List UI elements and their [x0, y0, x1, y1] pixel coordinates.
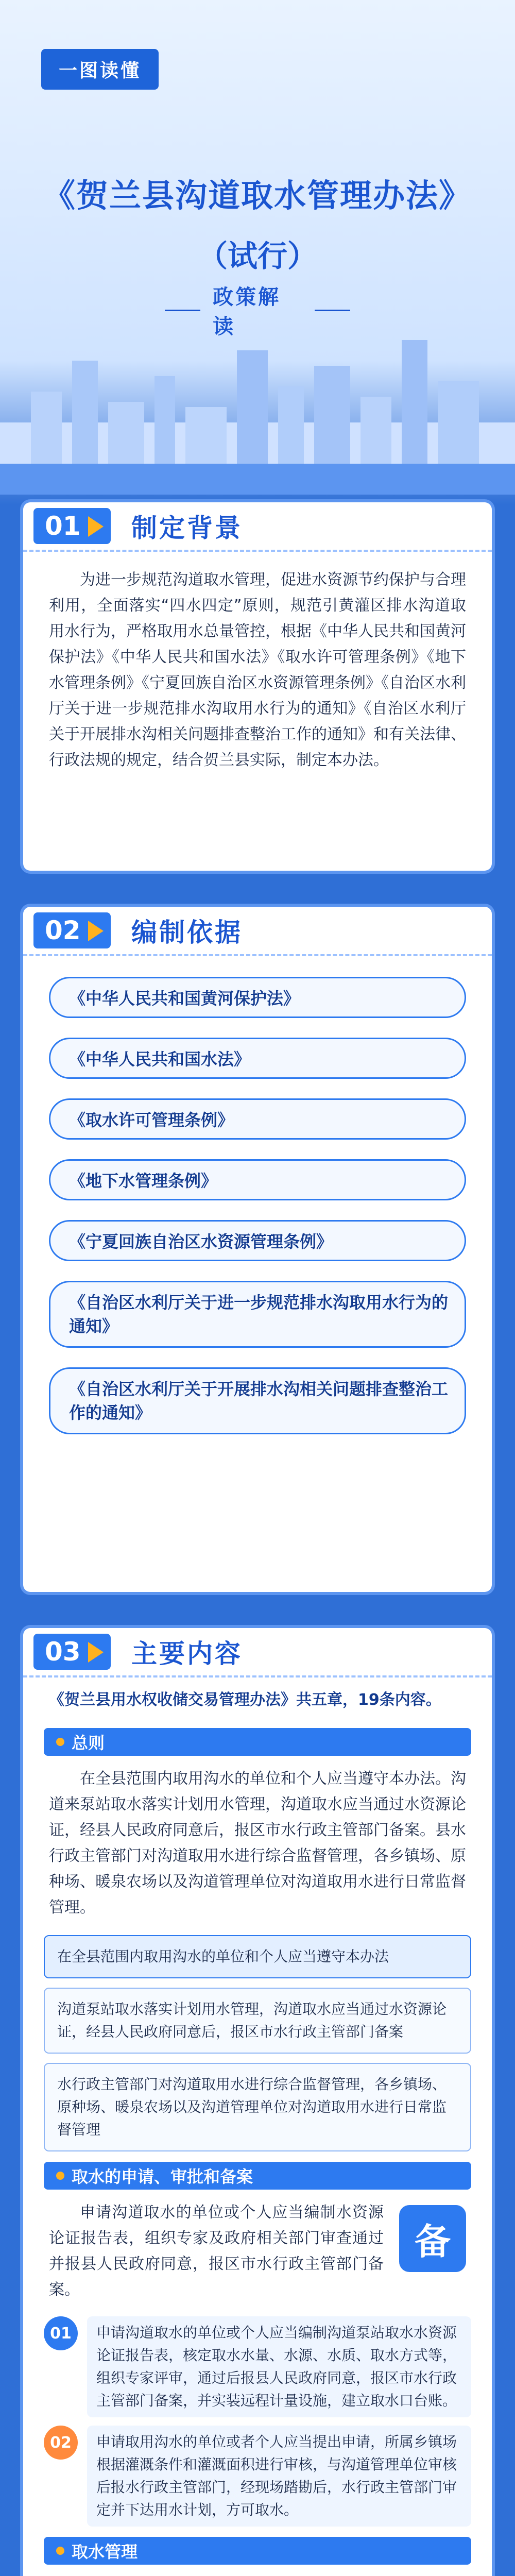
bullet-icon — [56, 2172, 64, 2180]
content-lead: 《贺兰县用水权收储交易管理办法》共五章，19条内容。 — [49, 1691, 441, 1709]
banner-text: 政策解读 — [213, 285, 281, 338]
subsection-apply — [44, 2162, 471, 2190]
basis-item: 《自治区水利厅关于开展排水沟相关问题排查整治工作的通知》 — [49, 1367, 466, 1434]
manage-body — [23, 2570, 492, 2576]
basis-item: 《取水许可管理条例》 — [49, 1098, 466, 1140]
apply-intro — [23, 2195, 492, 2308]
divider — [315, 310, 350, 311]
background-text: 为进一步规范沟道取水管理，促进水资源节约保护与合理利用，全面落实“四水四定”原则，规范引黄灌区排水沟道取用水行为，严格取用水总量管控，根据《中华人民共和国黄河保护法》《中华人民共和国水法》《取水许可管理条例》《地下水管理条例》《宁夏回族自治区水资源管理条例》《自治区水利厅关于进一步规范排水沟取用水行为的通知》《自治区水利厅关于开展排水沟相关问题排查整治工作的通知》和有关法律、行政法规的规定，结合贺兰县实际，制定本办法。 — [49, 571, 466, 769]
header — [0, 0, 515, 495]
section-number: 03 — [33, 1634, 111, 1670]
subsection-label: 取水管理 — [72, 2542, 138, 2562]
section-basis — [23, 907, 492, 1592]
section-header — [23, 907, 492, 956]
general-box: 沟道泵站取水落实计划用水管理，沟道取水应当通过水资源论证，经县人民政府同意后，报区市水行政主管部门备案 — [44, 1988, 471, 2054]
subsection-manage — [44, 2537, 471, 2565]
step-text: 申请取用沟水的单位或者个人应当提出申请，所属乡镇场根据灌溉条件和灌溉面积进行审核，与沟道管理单位审核后报水行政主管部门，经现场踏勘后，水行政主管部门审定并下达用水计划，方可取水。 — [87, 2426, 471, 2527]
section-background — [23, 502, 492, 871]
section-title: 编制依据 — [131, 918, 243, 947]
bullet-icon — [56, 1738, 64, 1746]
basis-list — [23, 956, 492, 1434]
apply-step — [44, 2426, 471, 2527]
general-body — [23, 1761, 492, 1926]
apply-step — [44, 2316, 471, 2417]
subsection-label: 总则 — [72, 1733, 105, 1753]
divider — [165, 310, 200, 311]
step-text: 申请沟道取水的单位或个人应当编制沟道泵站取水水资源论证报告表，核定取水水量、水源、水质、取水方式等，组织专家评审，通过后报县人民政府同意，报区市水行政主管部门备案，并实装远程计量设施，建立取水口台账。 — [87, 2316, 471, 2417]
section-number: 01 — [33, 508, 111, 544]
section-number: 02 — [33, 912, 111, 948]
general-text: 在全县范围内取用沟水的单位和个人应当遵守本办法。沟道来泵站取水落实计划用水管理，沟道取水应当通过水资源论证，经县人民政府同意后，报区市水行政主管部门备案。县水行政主管部门对沟道取用水进行综合监督管理，各乡镇场、原种场、暖泉农场以及沟道管理单位对沟道取用水进行日常监督管理。 — [49, 1770, 466, 1917]
step-number: 01 — [44, 2316, 78, 2350]
subsection-general — [44, 1728, 471, 1756]
page-subtitle: （试行） — [197, 239, 317, 274]
section-header — [23, 1628, 492, 1677]
basis-item: 《中华人民共和国水法》 — [49, 1038, 466, 1079]
header-tag: 一图读懂 — [41, 49, 159, 90]
section-header — [23, 502, 492, 552]
bullet-icon — [56, 2547, 64, 2555]
banner — [165, 285, 350, 338]
basis-item: 《宁夏回族自治区水资源管理条例》 — [49, 1220, 466, 1261]
section-title: 主要内容 — [131, 1639, 243, 1669]
section-main-content — [23, 1628, 492, 2576]
section-title: 制定背景 — [131, 513, 243, 543]
apply-text: 申请沟道取水的单位或个人应当编制水资源论证报告表，组织专家及政府相关部门审查通过并报县人民政府同意，报区市水行政主管部门备案。 — [49, 2204, 384, 2299]
basis-item: 《地下水管理条例》 — [49, 1159, 466, 1200]
step-number: 02 — [44, 2426, 78, 2460]
section-body — [23, 552, 492, 794]
basis-item: 《自治区水利厅关于进一步规范排水沟取用水行为的通知》 — [49, 1281, 466, 1348]
city-skyline-illustration — [0, 330, 515, 495]
basis-item: 《中华人民共和国黄河保护法》 — [49, 977, 466, 1018]
general-box: 水行政主管部门对沟道取用水进行综合监督管理，各乡镇场、原种场、暖泉农场以及沟道管理单位对沟道取用水进行日常监督管理 — [44, 2063, 471, 2151]
record-stamp-icon: 备 — [399, 2205, 466, 2272]
general-box: 在全县范围内取用沟水的单位和个人应当遵守本办法 — [44, 1935, 471, 1978]
subsection-label: 取水的申请、审批和备案 — [72, 2167, 253, 2187]
page-title: 《贺兰县沟道取水管理办法》 — [43, 177, 472, 214]
